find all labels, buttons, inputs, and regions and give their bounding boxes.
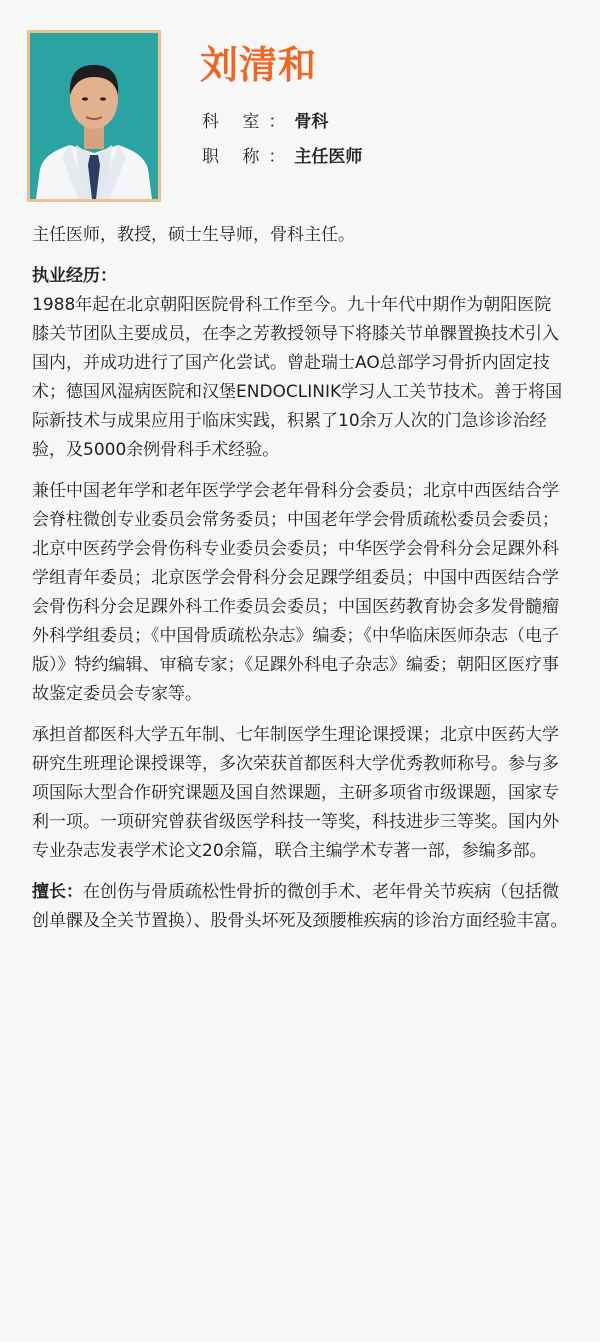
title-label: 职 称： <box>202 147 295 167</box>
teaching-text: 承担首都医科大学五年制、七年制医学生理论课授课；北京中医药大学研究生班理论课授课等，多次荣获首都医科大学优秀教师称号。参与多项国际大型合作研究课题及国自然课题，主研多项省市级课题，国家专利一项。一项研究曾获省级医学科技一等奖，科技进步三等奖。国内外专业杂志发表学术论文20余篇，联合主编学术专著一部，参编多部。 <box>32 725 559 861</box>
specialty-paragraph <box>32 878 568 936</box>
doctor-name: 刘清和 <box>200 43 318 87</box>
specialty-heading: 擅长： <box>32 882 83 902</box>
title-value: 主任医师 <box>294 147 363 167</box>
department-row <box>202 107 328 132</box>
department-value: 骨科 <box>294 112 329 132</box>
experience-heading: 执业经历： <box>32 266 117 286</box>
department-label: 科 室： <box>202 112 295 132</box>
summary-text: 主任医师，教授，硕士生导师，骨科主任。 <box>32 225 355 245</box>
specialty-text: 在创伤与骨质疏松性骨折的微创手术、老年骨关节疾病（包括微创单髁及全关节置换）、股骨头坏死及颈腰椎疾病的诊治方面经验丰富。 <box>32 882 568 931</box>
doctor-photo <box>27 30 161 202</box>
positions-text: 兼任中国老年学和老年医学学会老年骨科分会委员；北京中西医结合学会脊柱微创专业委员会常务委员；中国老年学会骨质疏松委员会委员；北京中医药学会骨伤科专业委员会委员；中华医学会骨科分会足踝外科学组青年委员；北京医学会骨科分会足踝学组委员；中国中西医结合学会骨伤科分会足踝外科工作委员会委员；中国医药教育协会多发骨髓瘤外科学组委员；《中国骨质疏松杂志》编委；《中华临床医师杂志（电子版）》特约编辑、审稿专家；《足踝外科电子杂志》编委；朝阳区医疗事故鉴定委员会专家等。 <box>32 481 559 704</box>
experience-text: 1988年起在北京朝阳医院骨科工作至今。九十年代中期作为朝阳医院膝关节团队主要成员，在李之芳教授领导下将膝关节单髁置换技术引入国内，并成功进行了国产化尝试。曾赴瑞士AO总部学习骨折内固定技术；德国风湿病医院和汉堡ENDOCLINIK学习人工关节技术。善于将国际新技术与成果应用于临床实践，积累了10余万人次的门急诊诊治经验，及5000余例骨科手术经验。 <box>32 295 563 460</box>
title-row <box>202 142 362 167</box>
doctor-portrait-icon <box>30 33 158 199</box>
profile-content <box>32 221 568 936</box>
